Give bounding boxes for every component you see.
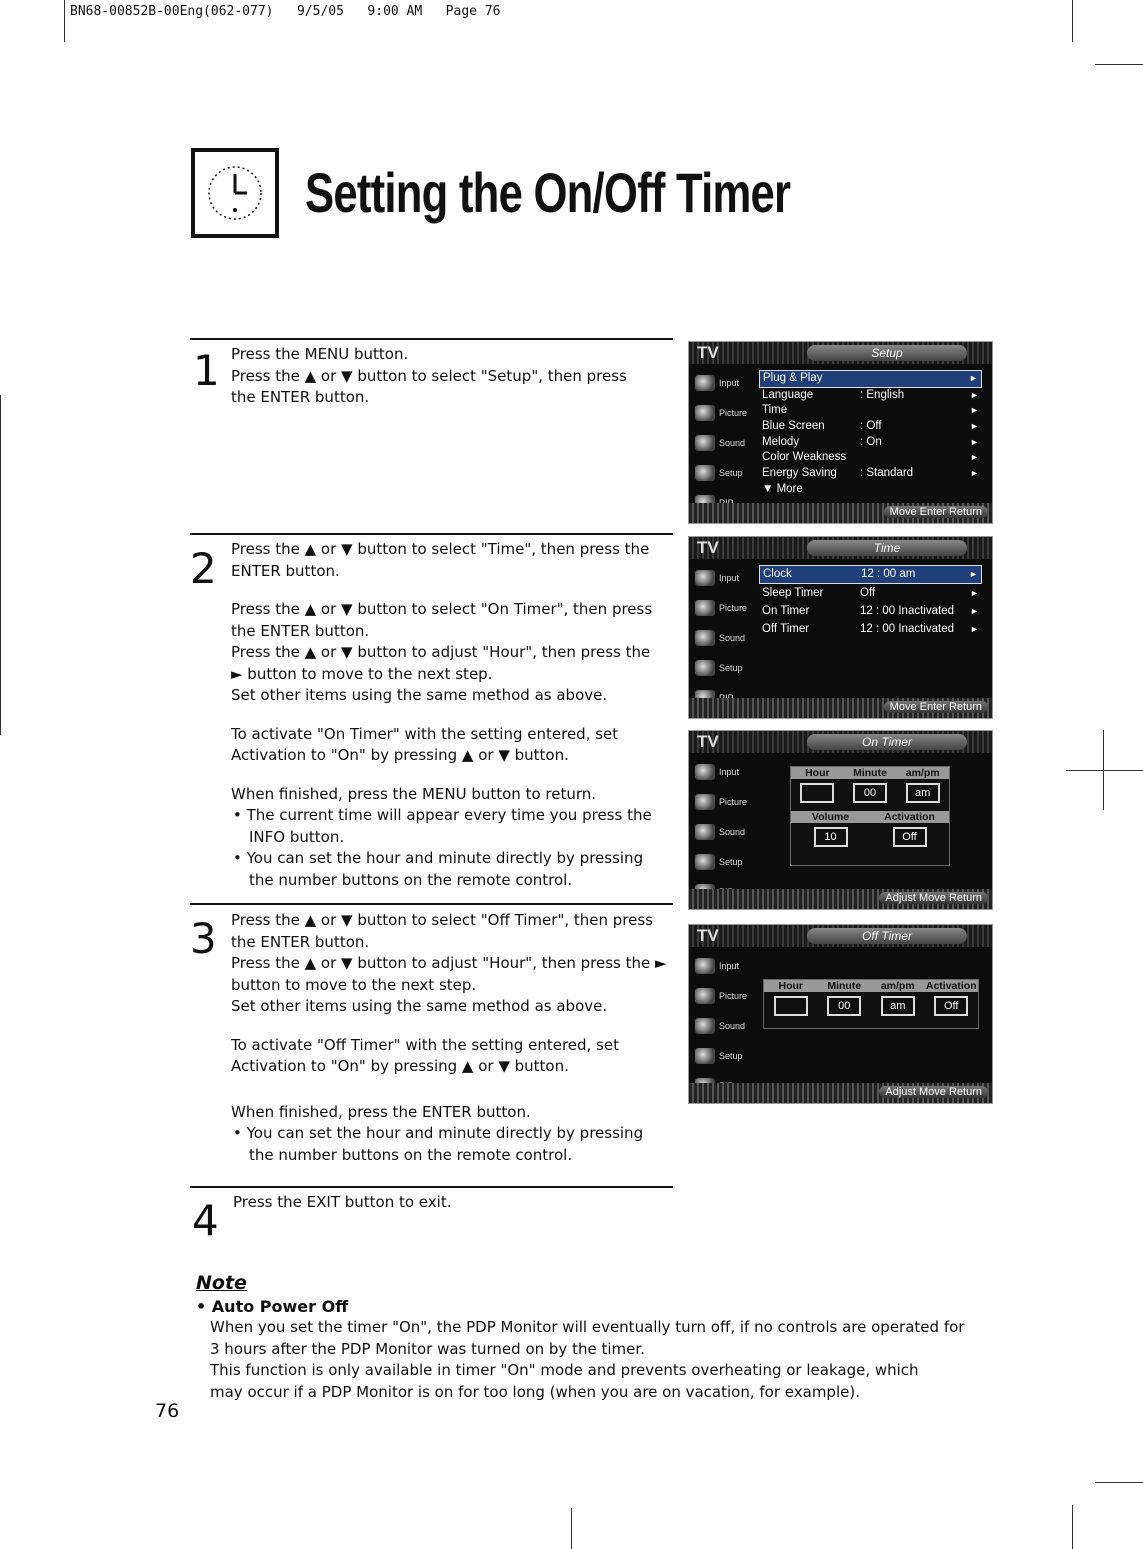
print-slug: BN68-00852B-00Eng(062-077) 9/5/05 9:00 AM Page 76	[70, 4, 501, 19]
osd-footer-hint: Adjust Move Return	[879, 892, 988, 904]
crop-mark	[1072, 1505, 1073, 1549]
sound-icon	[695, 1018, 715, 1034]
step-paragraph: To activate "On Timer" with the setting entered, set Activation to "On" by pressing ▲ or ▼ button.	[231, 724, 619, 764]
osd-side-sound: Sound	[689, 428, 751, 458]
bullet-item: • You can set the hour and minute directly by pressing the number buttons on the remote control.	[233, 849, 644, 889]
crop-mark	[1072, 0, 1073, 42]
minute-field: 00	[853, 783, 887, 803]
note-subheading: • Auto Power Off	[196, 1297, 349, 1316]
sound-icon	[695, 435, 715, 451]
ampm-field: am	[906, 783, 940, 803]
osd-tv-label: TV	[697, 538, 719, 557]
setup-icon	[695, 1048, 715, 1064]
osd-side-input: Input	[689, 563, 751, 593]
hour-field	[800, 783, 834, 803]
note-line: This function is only available in timer "On" mode and prevents overheating or leakage, which	[210, 1361, 919, 1379]
step-4-text	[233, 1192, 653, 1214]
picture-icon	[695, 600, 715, 616]
osd-tv-label: TV	[697, 732, 719, 751]
page-number: 76	[155, 1400, 180, 1422]
osd-menu-list	[759, 565, 982, 638]
crop-mark	[64, 0, 65, 42]
clock-icon	[191, 148, 279, 238]
osd-title-bar	[689, 731, 992, 753]
osd-side-picture: Picture	[689, 787, 751, 817]
osd-side-setup: Setup	[689, 653, 751, 683]
osd-menu-list	[759, 370, 982, 498]
input-icon	[695, 958, 715, 974]
on-timer-panel	[790, 766, 950, 866]
note-line: may occur if a PDP Monitor is on for too long (when you are on vacation, for example).	[210, 1382, 860, 1401]
note-line: 3 hours after the PDP Monitor was turned on by the timer.	[210, 1339, 645, 1358]
osd-side-setup: Setup	[689, 1041, 751, 1071]
step-number: 1	[193, 346, 220, 395]
osd-title-bar	[689, 537, 992, 559]
input-icon	[695, 570, 715, 586]
osd-footer-hint: Move Enter Return	[884, 701, 988, 713]
step-paragraph: Press the EXIT button to exit.	[233, 1193, 452, 1211]
crop-mark	[0, 395, 1, 735]
osd-menu-row: Clock 12 : 00 am ►	[759, 565, 982, 584]
sound-icon	[695, 630, 715, 646]
bullet-item: • The current time will appear every time you press the INFO button.	[233, 806, 652, 846]
osd-title: On Timer	[807, 734, 967, 750]
osd-side-input: Input	[689, 368, 751, 398]
timer-value-row	[764, 996, 978, 1016]
timer-header-row: Volume Activation	[791, 811, 949, 823]
osd-menu-row: Time ►	[762, 404, 979, 417]
note-line: When you set the timer "On", the PDP Monitor will eventually turn off, if no controls are operated for	[210, 1318, 965, 1336]
step-paragraph: When finished, press the MENU button to return.	[231, 784, 597, 803]
input-icon	[695, 375, 715, 391]
step-3-text	[231, 910, 671, 1166]
step-paragraph: Press the ▲ or ▼ button to select "Time", then press the ENTER button.	[231, 540, 650, 580]
step-paragraph: Press the ▲ or ▼ button to adjust "Hour", then press the ► button to move to the next step.	[231, 954, 667, 994]
crop-mark	[1095, 64, 1143, 65]
osd-title-bar	[689, 925, 992, 947]
minute-field: 00	[827, 996, 861, 1016]
setup-icon	[695, 660, 715, 676]
picture-icon	[695, 794, 715, 810]
osd-menu-row: On Timer 12 : 00 Inactivated ►	[762, 605, 979, 617]
osd-menu-row: Color Weakness ►	[762, 451, 979, 464]
volume-field: 10	[814, 827, 848, 847]
setup-icon	[695, 854, 715, 870]
step-divider	[190, 533, 673, 535]
timer-value-row	[791, 783, 949, 803]
bullet-item: • You can set the hour and minute directly by pressing the number buttons on the remote control.	[233, 1124, 644, 1164]
ampm-field: am	[881, 996, 915, 1016]
osd-menu-row: Plug & Play ►	[759, 370, 982, 388]
registration-mark	[571, 1508, 572, 1549]
note-heading: Note	[196, 1272, 247, 1294]
osd-footer	[689, 698, 992, 718]
osd-side-input: Input	[689, 951, 751, 981]
osd-footer	[689, 503, 992, 523]
osd-side-picture: Picture	[689, 981, 751, 1011]
step-number: 4	[192, 1196, 219, 1245]
osd-menu-row: ▼ More	[762, 482, 803, 495]
osd-title-bar	[689, 342, 992, 364]
step-divider	[190, 1186, 673, 1188]
osd-menu-row: Melody : On ►	[762, 435, 979, 448]
activation-field: Off	[893, 827, 927, 847]
step-divider	[190, 338, 673, 340]
osd-side-menu	[689, 368, 751, 518]
osd-menu-row: Off Timer 12 : 00 Inactivated ►	[762, 623, 979, 635]
sound-icon	[695, 824, 715, 840]
step-paragraph: Set other items using the same method as above.	[231, 686, 608, 704]
crop-mark	[1095, 1482, 1143, 1483]
osd-menu-row: Language : English ►	[762, 388, 979, 401]
hour-field	[774, 996, 808, 1016]
osd-off-timer-screen	[688, 924, 993, 1104]
step-paragraph: Set other items using the same method as above.	[231, 997, 608, 1015]
osd-footer-hint: Adjust Move Return	[879, 1086, 988, 1098]
page-title: Setting the On/Off Timer	[305, 161, 791, 224]
picture-icon	[695, 405, 715, 421]
timer-header-row: Hour Minute am/pm	[791, 767, 949, 779]
osd-title: Setup	[807, 345, 967, 361]
osd-title: Off Timer	[807, 928, 967, 944]
step-2-text	[231, 539, 661, 891]
osd-side-menu	[689, 563, 751, 713]
step-paragraph: Press the ▲ or ▼ button to select "Off Timer", then press the ENTER button.	[231, 911, 653, 951]
osd-title: Time	[807, 540, 967, 556]
timer-value-row	[791, 827, 949, 847]
step-number: 3	[190, 914, 217, 963]
osd-time-screen	[688, 536, 993, 719]
osd-side-picture: Picture	[689, 398, 751, 428]
off-timer-panel	[763, 979, 979, 1029]
step-paragraph: Press the ▲ or ▼ button to select "Setup", then press the ENTER button.	[231, 366, 627, 406]
osd-side-sound: Sound	[689, 623, 751, 653]
osd-side-menu	[689, 951, 751, 1101]
osd-tv-label: TV	[697, 926, 719, 945]
step-1-text	[231, 344, 651, 409]
osd-footer	[689, 1083, 992, 1103]
registration-mark	[1066, 770, 1143, 771]
setup-icon	[695, 465, 715, 481]
step-paragraph: Press the ▲ or ▼ button to adjust "Hour", then press the ► button to move to the next step.	[231, 643, 651, 683]
osd-side-setup: Setup	[689, 847, 751, 877]
osd-on-timer-screen	[688, 730, 993, 910]
step-paragraph: When finished, press the ENTER button.	[231, 1102, 531, 1121]
step-paragraph: To activate "Off Timer" with the setting entered, set Activation to "On" by pressing ▲ or ▼ button.	[231, 1035, 619, 1075]
osd-side-sound: Sound	[689, 817, 751, 847]
osd-side-setup: Setup	[689, 458, 751, 488]
picture-icon	[695, 988, 715, 1004]
activation-field: Off	[934, 996, 968, 1016]
osd-footer-hint: Move Enter Return	[884, 506, 988, 518]
osd-menu-row: Sleep Timer Off ►	[762, 587, 979, 599]
timer-header-row: Hour Minute am/pm Activation	[764, 980, 978, 992]
note-body	[210, 1317, 1010, 1403]
osd-side-sound: Sound	[689, 1011, 751, 1041]
input-icon	[695, 764, 715, 780]
step-paragraph: Press the MENU button.	[231, 345, 409, 363]
osd-tv-label: TV	[697, 343, 719, 362]
osd-footer	[689, 889, 992, 909]
osd-menu-row: Energy Saving : Standard ►	[762, 467, 979, 480]
osd-menu-row: Blue Screen : Off ►	[762, 420, 979, 433]
osd-side-input: Input	[689, 757, 751, 787]
step-divider	[190, 903, 673, 905]
osd-setup-screen	[688, 341, 993, 524]
osd-side-menu	[689, 757, 751, 907]
step-number: 2	[190, 544, 217, 593]
osd-side-picture: Picture	[689, 593, 751, 623]
step-paragraph: Press the ▲ or ▼ button to select "On Timer", then press the ENTER button.	[231, 600, 653, 640]
